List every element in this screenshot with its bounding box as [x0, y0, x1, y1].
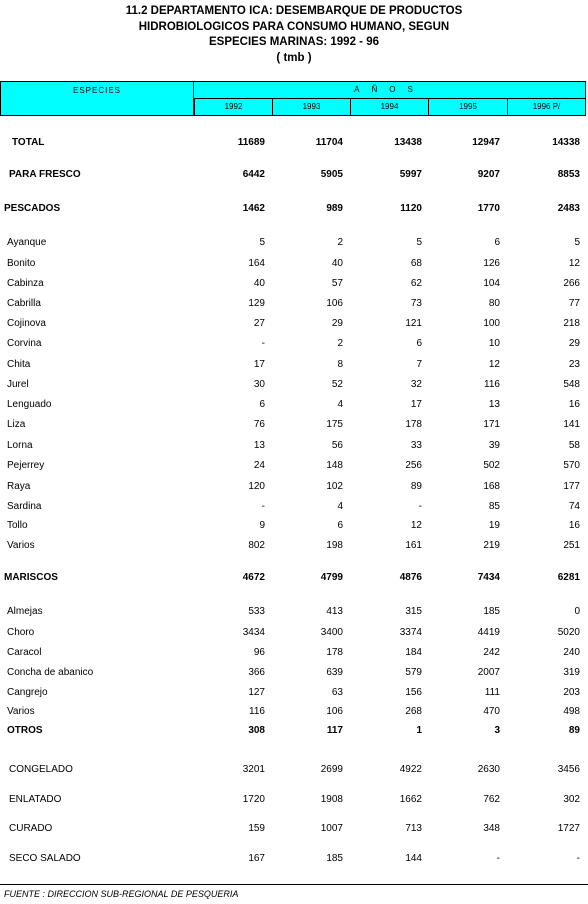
cell-1994: 1662	[399, 794, 422, 805]
cell-1993: 2	[337, 338, 343, 349]
cell-1995: 100	[483, 318, 500, 329]
row-label: Pejerrey	[7, 460, 45, 471]
cell-1993: 102	[326, 481, 343, 492]
cell-1992: 9	[259, 520, 265, 531]
table-row	[0, 666, 588, 680]
table-row	[0, 822, 588, 836]
cell-1995: 4419	[477, 627, 500, 638]
row-label: Liza	[7, 419, 26, 430]
cell-1994: 4876	[399, 572, 422, 583]
year-header-1994: 1994	[350, 99, 428, 115]
cell-1994: 178	[405, 419, 422, 430]
row-label: ENLATADO	[9, 794, 62, 805]
cell-1994: 268	[405, 706, 422, 717]
cell-1992: 159	[248, 823, 265, 834]
cell-1996: 58	[568, 440, 580, 451]
cell-1993: 52	[331, 379, 343, 390]
cell-1995: 13	[488, 399, 500, 410]
table-row	[0, 571, 588, 585]
table-row	[0, 763, 588, 777]
row-label: Almejas	[7, 606, 43, 617]
row-label: Jurel	[7, 379, 29, 390]
cell-1992: 127	[248, 687, 265, 698]
cell-1996: 319	[563, 667, 580, 678]
cell-1994: 32	[410, 379, 422, 390]
table-row	[0, 236, 588, 250]
cell-1996: 23	[568, 359, 580, 370]
cell-1996: 302	[563, 794, 580, 805]
cell-1993: 117	[326, 725, 343, 736]
cell-1996: 2483	[557, 203, 580, 214]
cell-1996: 570	[563, 460, 580, 471]
cell-1995: 111	[484, 687, 500, 698]
cell-1992: 24	[253, 460, 265, 471]
cell-1995: 10	[488, 338, 500, 349]
cell-1996: 266	[563, 278, 580, 289]
cell-1996: 6281	[557, 572, 580, 583]
cell-1996: 240	[563, 647, 580, 658]
cell-1994: 713	[405, 823, 422, 834]
row-label: Caracol	[7, 647, 42, 658]
cell-1995: 242	[483, 647, 500, 658]
cell-1994: 13438	[394, 137, 422, 148]
cell-1993: 413	[326, 606, 343, 617]
cell-1994: 4922	[399, 764, 422, 775]
row-label: Cojinova	[7, 318, 46, 329]
cell-1993: 148	[326, 460, 343, 471]
cell-1992: 120	[248, 481, 265, 492]
cell-1992: 13	[253, 440, 265, 451]
cell-1992: 802	[248, 540, 265, 551]
cell-1994: 7	[416, 359, 422, 370]
cell-1994: 121	[405, 318, 422, 329]
cell-1992: 308	[248, 725, 265, 736]
row-label: CURADO	[9, 823, 53, 834]
cell-1992: 366	[248, 667, 265, 678]
row-label: Tollo	[7, 520, 28, 531]
row-label: Cabrilla	[7, 298, 41, 309]
row-label: OTROS	[7, 725, 43, 736]
cell-1993: 2	[337, 237, 343, 248]
cell-1995: 2630	[477, 764, 500, 775]
table-row	[0, 793, 588, 807]
cell-1995: 762	[483, 794, 500, 805]
cell-1992: 27	[253, 318, 265, 329]
row-label: PARA FRESCO	[9, 169, 81, 180]
cell-1993: 639	[326, 667, 343, 678]
row-label: Corvina	[7, 338, 42, 349]
cell-1995: 219	[483, 540, 500, 551]
cell-1993: 56	[331, 440, 343, 451]
cell-1992: 167	[248, 853, 265, 864]
cell-1996: 218	[563, 318, 580, 329]
cell-1996: 89	[568, 725, 580, 736]
row-label: Raya	[7, 481, 31, 492]
cell-1993: 3400	[320, 627, 343, 638]
source-note: FUENTE : DIRECCION SUB-REGIONAL DE PESQUERIA	[4, 889, 239, 899]
table-row	[0, 480, 588, 494]
table-row	[0, 686, 588, 700]
table-row	[0, 605, 588, 619]
cell-1996: 203	[563, 687, 580, 698]
cell-1993: 989	[326, 203, 343, 214]
cell-1995: 168	[483, 481, 500, 492]
cell-1995: 85	[488, 501, 500, 512]
row-label: CONGELADO	[9, 764, 73, 775]
cell-1992: 1720	[242, 794, 265, 805]
cell-1992: 129	[248, 298, 265, 309]
cell-1993: 106	[326, 706, 343, 717]
cell-1992: 533	[248, 606, 265, 617]
cell-1995: 171	[483, 419, 500, 430]
cell-1996: 77	[568, 298, 580, 309]
years-group-header: AÑOS	[194, 82, 585, 99]
cell-1992: 17	[253, 359, 265, 370]
row-label: Cabinza	[7, 278, 44, 289]
cell-1994: 17	[410, 399, 422, 410]
cell-1993: 4799	[320, 572, 343, 583]
row-label: TOTAL	[12, 137, 45, 148]
cell-1995: 126	[483, 258, 500, 269]
cell-1994: 184	[405, 647, 422, 658]
cell-1995: 470	[483, 706, 500, 717]
cell-1992: 4672	[242, 572, 265, 583]
cell-1993: 29	[331, 318, 343, 329]
cell-1994: 12	[410, 520, 422, 531]
row-label: Sardina	[7, 501, 42, 512]
year-header-1995: 1995	[428, 99, 507, 115]
cell-1993: 6	[337, 520, 343, 531]
cell-1996: 8853	[557, 169, 580, 180]
cell-1994: 33	[410, 440, 422, 451]
row-label: Bonito	[7, 258, 36, 269]
table-row	[0, 439, 588, 453]
cell-1993: 178	[326, 647, 343, 658]
divider	[0, 884, 588, 885]
cell-1996: 16	[568, 520, 580, 531]
cell-1996: 1727	[557, 823, 580, 834]
table-row	[0, 459, 588, 473]
cell-1993: 198	[326, 540, 343, 551]
table-row	[0, 852, 588, 866]
cell-1995: 2007	[477, 667, 500, 678]
cell-1992: 116	[249, 706, 265, 717]
table-row	[0, 500, 588, 514]
cell-1996: 74	[568, 501, 580, 512]
row-label: PESCADOS	[4, 203, 61, 214]
cell-1992: 96	[253, 647, 265, 658]
cell-1996: 251	[563, 540, 580, 551]
cell-1996: 5020	[557, 627, 580, 638]
cell-1993: 4	[337, 399, 343, 410]
cell-1995: 6	[494, 237, 500, 248]
cell-1995: -	[496, 853, 500, 864]
cell-1995: 104	[483, 278, 500, 289]
row-label: Concha de abanico	[7, 667, 94, 678]
row-label: Cangrejo	[7, 687, 48, 698]
cell-1992: 1462	[242, 203, 265, 214]
table-row	[0, 337, 588, 351]
table-row	[0, 418, 588, 432]
table-row	[0, 358, 588, 372]
cell-1993: 185	[326, 853, 343, 864]
cell-1994: 161	[405, 540, 422, 551]
cell-1992: 6	[259, 399, 265, 410]
cell-1992: -	[261, 338, 265, 349]
table-row	[0, 168, 588, 182]
cell-1995: 7434	[477, 572, 500, 583]
table-row	[0, 519, 588, 533]
table-row	[0, 626, 588, 640]
cell-1993: 1908	[320, 794, 343, 805]
title-line-1: 11.2 DEPARTAMENTO ICA: DESEMBARQUE DE PRODUCTOS	[125, 5, 463, 17]
cell-1992: 6442	[242, 169, 265, 180]
row-label: SECO SALADO	[9, 853, 81, 864]
cell-1995: 39	[488, 440, 500, 451]
cell-1992: 3434	[242, 627, 265, 638]
table-row	[0, 705, 588, 719]
cell-1995: 116	[484, 379, 500, 390]
cell-1996: -	[576, 853, 580, 864]
cell-1994: 89	[410, 481, 422, 492]
cell-1993: 40	[331, 258, 343, 269]
cell-1994: 315	[405, 606, 422, 617]
cell-1995: 12947	[472, 137, 500, 148]
table-row	[0, 297, 588, 311]
table-row	[0, 202, 588, 216]
cell-1992: 164	[248, 258, 265, 269]
cell-1996: 12	[568, 258, 580, 269]
cell-1994: 1120	[400, 203, 422, 214]
table-row	[0, 277, 588, 291]
cell-1995: 502	[483, 460, 500, 471]
table-row	[0, 378, 588, 392]
row-label: Ayanque	[7, 237, 47, 248]
table-row	[0, 646, 588, 660]
cell-1995: 9207	[477, 169, 500, 180]
table-row	[0, 539, 588, 553]
cell-1993: 8	[337, 359, 343, 370]
cell-1993: 175	[326, 419, 343, 430]
cell-1992: 30	[253, 379, 265, 390]
cell-1994: -	[418, 501, 422, 512]
cell-1996: 14338	[552, 137, 580, 148]
cell-1993: 2699	[320, 764, 343, 775]
cell-1996: 177	[563, 481, 580, 492]
cell-1993: 106	[326, 298, 343, 309]
cell-1996: 29	[568, 338, 580, 349]
cell-1994: 156	[405, 687, 422, 698]
cell-1995: 19	[488, 520, 500, 531]
title-line-2: HIDROBIOLOGICOS PARA CONSUMO HUMANO, SEGUN	[138, 20, 450, 33]
row-label: Choro	[7, 627, 35, 638]
cell-1992: 76	[253, 419, 265, 430]
cell-1994: 73	[410, 298, 422, 309]
cell-1994: 3374	[399, 627, 422, 638]
cell-1994: 5997	[399, 169, 422, 180]
table-row	[0, 398, 588, 412]
cell-1995: 12	[488, 359, 500, 370]
cell-1996: 16	[568, 399, 580, 410]
row-label: Lorna	[7, 440, 33, 451]
cell-1995: 1770	[477, 203, 500, 214]
year-header-1993: 1993	[272, 99, 350, 115]
cell-1993: 5905	[320, 169, 343, 180]
cell-1992: 3201	[242, 764, 265, 775]
cell-1992: -	[261, 501, 265, 512]
species-column-header: ESPECIES	[1, 82, 194, 115]
cell-1993: 4	[337, 501, 343, 512]
table-row	[0, 136, 588, 150]
row-label: Varios	[7, 540, 35, 551]
cell-1994: 256	[405, 460, 422, 471]
year-header-1992: 1992	[194, 99, 272, 115]
cell-1995: 3	[494, 725, 500, 736]
cell-1995: 80	[488, 298, 500, 309]
title-line-4: ( tmb )	[276, 51, 312, 64]
cell-1993: 1007	[320, 823, 343, 834]
year-header-1996: 1996 P/	[507, 99, 585, 115]
cell-1996: 141	[563, 419, 580, 430]
cell-1992: 40	[253, 278, 265, 289]
cell-1994: 1	[416, 725, 422, 736]
cell-1996: 0	[574, 606, 580, 617]
table-header	[0, 81, 586, 116]
cell-1996: 548	[563, 379, 580, 390]
cell-1992: 5	[259, 237, 265, 248]
table-row	[0, 317, 588, 331]
cell-1996: 3456	[557, 764, 580, 775]
cell-1996: 498	[563, 706, 580, 717]
cell-1994: 5	[416, 237, 422, 248]
table-row	[0, 257, 588, 271]
row-label: Chita	[7, 359, 31, 370]
row-label: MARISCOS	[4, 572, 58, 583]
cell-1992: 11689	[237, 137, 265, 148]
row-label: Lenguado	[7, 399, 52, 410]
cell-1995: 185	[483, 606, 500, 617]
row-label: Varios	[7, 706, 35, 717]
cell-1993: 11704	[315, 137, 343, 148]
table-row	[0, 724, 588, 738]
table-title	[0, 4, 588, 66]
cell-1993: 57	[331, 278, 343, 289]
cell-1995: 348	[483, 823, 500, 834]
cell-1994: 68	[410, 258, 422, 269]
cell-1993: 63	[331, 687, 343, 698]
cell-1994: 62	[410, 278, 422, 289]
cell-1996: 5	[574, 237, 580, 248]
cell-1994: 144	[405, 853, 422, 864]
cell-1994: 579	[405, 667, 422, 678]
cell-1994: 6	[416, 338, 422, 349]
title-line-3: ESPECIES MARINAS: 1992 - 96	[208, 36, 379, 48]
